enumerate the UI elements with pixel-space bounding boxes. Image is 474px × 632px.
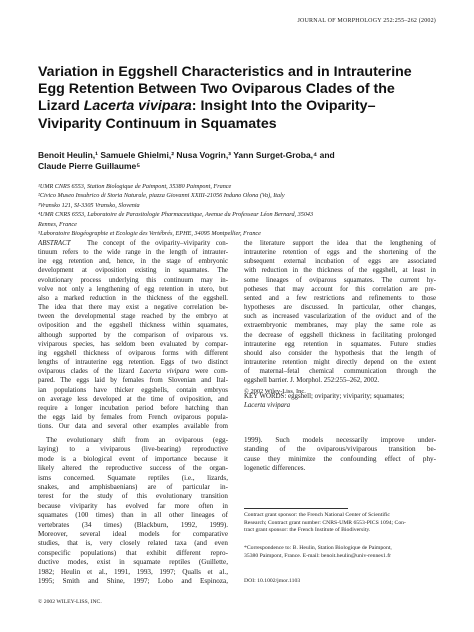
body-line: isms concerned. Squamate reptiles (i.e., lizards, — [38, 473, 228, 482]
keywords-line: KEY WORDS: eggshell; oviparity; viviparity; squamates; — [244, 393, 405, 400]
keywords-line: Lacerta vivipara — [244, 402, 291, 410]
abstract-line: intrauterine retention might directly depend on the extent — [244, 359, 436, 367]
abstract-copyright: © 2002 Wiley-Liss, Inc. — [244, 387, 306, 395]
abstract-line: the decrease of eggshell thickness in facilitating prolonged — [244, 331, 436, 339]
abstract-line: such as increased vascularization of the oviduct and of the — [244, 313, 436, 321]
body-line: cause they minimize the confounding effect of phy- — [244, 454, 436, 463]
footnote-correspondence — [244, 545, 436, 560]
doi: DOI: 10.1002/jmor.1103 — [244, 578, 301, 584]
abstract-line: tinuum refers to the wide range in the length of intrauter- — [38, 249, 228, 257]
abstract-right-column — [244, 239, 436, 396]
body-line: snakes, and amphisbaenians) are of particular in- — [38, 483, 228, 492]
abstract-line: development at oviposition existing in squamates. The — [38, 267, 228, 275]
footnote-line: 35380 Paimpont, France. E-mail: benoit.heulin@univ-rennes1.fr — [244, 552, 392, 559]
abstract-line: oviposition and the eggshell thickness within squamates, — [38, 322, 228, 330]
article-title — [38, 64, 438, 133]
abstract-line: although supported by the comparison of oviparous vs. — [38, 331, 228, 339]
keywords — [244, 392, 436, 410]
abstract-line: evolutionary process underlying this continuum may in- — [38, 276, 228, 284]
abstract-line: also a marked reduction in the thickness of the eggshell. — [38, 294, 228, 302]
author-line: Claude Pierre Guillaume⁵ — [38, 161, 141, 171]
abstract-line: pared. The eggs laid by females from Slovenian and Ital- — [38, 377, 228, 385]
abstract-line: tween the developmental stage reached by the embryo at — [38, 313, 228, 321]
author-list — [38, 150, 438, 172]
abstract-line: subsequent external incubation of eggs are associated — [244, 258, 436, 266]
body-line: mode is a biological event of importance because it — [38, 454, 228, 463]
body-line: ductive modes, exist in squamate reptiles (Guillette, — [38, 558, 228, 567]
abstract-line: should also consider the hypothesis that the length of — [244, 349, 436, 357]
footnote-line: tract grant sponsor: the French Institute of Biodiversity. — [244, 527, 371, 534]
bottom-copyright: © 2002 WILEY-LISS, INC. — [38, 599, 102, 605]
body-line: standing of the oviparous/viviparous transition be- — [244, 445, 436, 454]
abstract-line: ian populations have thicker eggshells, contain embryos — [38, 386, 228, 394]
abstract-label: ABSTRACT — [38, 240, 71, 247]
body-line: studies, that is, very closely related taxa (and even — [38, 539, 228, 548]
abstract-line: sented and a few restrictions and refinements to those — [244, 294, 436, 302]
abstract-line: ine egg retention and, hence, in the stage of embryonic — [38, 258, 228, 266]
abstract-line: viviparous species, has seldom been evaluated by compar- — [38, 340, 228, 348]
body-line: squamates (100 times) than in all other lineages of — [38, 511, 228, 520]
abstract-line: extraembryonic membranes, may play the same role as — [244, 322, 436, 330]
affiliation: ⁵Laboratoire Biogéographie et Ecologie des Vertébrés, EPHE, 34095 Montpellier, France — [38, 230, 261, 238]
body-line: laying) to a viviparous (live-bearing) reproductive — [38, 445, 228, 454]
body-right-column — [244, 436, 436, 474]
body-line: 1999). Such models necessarily improve under- — [244, 436, 436, 444]
footnote-line: *Correspondence to: B. Heulin, Station Biologique de Paimpont, — [244, 545, 392, 551]
body-line: because viviparity has evolved far more often in — [38, 501, 228, 510]
abstract-line: the literature support the idea that the lengthening of — [244, 240, 436, 247]
body-line: The evolutionary shift from an oviparous (egg- — [46, 436, 228, 444]
abstract-line: ing eggshell thickness of oviparous forms with different — [38, 349, 228, 357]
abstract-line: intrauterine retention of eggs and the shortening of the — [244, 249, 436, 257]
abstract-line: with reduction in the thickness of the eggshell, at least in — [244, 267, 436, 275]
body-line: logenetic differences. — [244, 464, 306, 473]
body-line: 1995; Smith and Shine, 1997; Lobo and Espinoza, — [38, 577, 228, 586]
abstract-line: The concept of the oviparity–viviparity con- — [86, 240, 228, 247]
footnote-divider — [244, 508, 348, 509]
abstract-line: volve not only a lengthening of egg retention in utero, but — [38, 285, 228, 293]
affiliation: ¹UMR CNRS 6553, Station Biologique de Paimpont, 35380 Paimpont, France — [38, 183, 232, 190]
title-line: Egg Retention Between Two Oviparous Clades of the — [38, 81, 395, 98]
body-line: terest for the study of this evolutionary transition — [38, 492, 228, 501]
affiliation: ³Vransko 121, SI-3305 Vransko, Slovenia — [38, 201, 140, 209]
abstract-line: intrauterine egg retention in squamates. Future studies — [244, 340, 436, 348]
abstract-line: the eggs laid by females from French oviparous popula- — [38, 413, 228, 421]
affiliation: ²Civico Museo Insubrico di Storia Naturale, piazza Giovanni XXIII-21056 Induno Olona (Va), Italy — [38, 192, 285, 200]
title-line: Viviparity Continuum in Squamates — [38, 115, 277, 132]
body-line: conspecific populations) that exhibit different repro- — [38, 548, 228, 557]
footnote-grant — [244, 512, 436, 535]
author-line: Benoit Heulin,¹ Samuele Ghielmi,² Nusa Vogrin,³ Yann Surget-Groba,⁴ and — [38, 150, 335, 160]
abstract-line: The idea that there may exist a negative correlation be- — [38, 304, 228, 312]
body-left-column — [38, 436, 228, 587]
body-line: likely altered the reproductive success of the organ- — [38, 464, 228, 473]
abstract-line: tions. Our data and several other examples available from — [38, 423, 228, 431]
abstract-line: eggshell barrier. J. Morphol. 252:255–262, 2002. — [244, 377, 380, 385]
abstract-line: hypotheses are discussed. In particular, other changes, — [244, 304, 436, 312]
abstract-left-column — [38, 239, 228, 431]
abstract-line: lengths of intrauterine egg retention. Eggs of two distinct — [38, 359, 228, 367]
affiliation: ⁴UMR CNRS 6553, Laboratoire de Parasitologie Pharmaceutique, Avenue du Professeur Léon Bernard, 35043 — [38, 211, 314, 219]
body-line: Moreover, several ideal models for comparative — [38, 530, 228, 539]
journal-header: JOURNAL OF MORPHOLOGY 252:255–262 (2002) — [297, 18, 436, 24]
title-line: Variation in Eggshell Characteristics and in Intrauterine — [38, 64, 412, 80]
body-line: 1982; Heulin et al., 1991, 1993, 1997; Qualls et al., — [38, 567, 228, 576]
title-line: Lizard Lacerta vivipara: Insight Into the Oviparity– — [38, 98, 376, 115]
abstract-line: oviparous clades of the lizard Lacerta vivipara were com- — [38, 368, 228, 376]
footnote-line: Contract grant sponsor: the French National Center of Scientific — [244, 512, 390, 518]
abstract-line: some lineages of oviparous squamates. The current hy- — [244, 276, 436, 284]
abstract-line: on average less developed at the time of oviposition, and — [38, 395, 228, 403]
abstract-line: require a longer incubation period before hatching than — [38, 404, 228, 412]
affiliation: Rennes, France — [38, 220, 77, 228]
abstract-line: of maternal–fetal chemical communication through the — [244, 368, 436, 376]
body-line: vertebrates (34 times) (Blackburn, 1992, 1999). — [38, 520, 228, 529]
footnote-line: Research; Contract grant number: CNRS-UMR 6553-PICS 1094; Con- — [244, 519, 406, 526]
affiliations — [38, 182, 438, 238]
abstract-line: potheses that may account for this correlation are pre- — [244, 285, 436, 293]
